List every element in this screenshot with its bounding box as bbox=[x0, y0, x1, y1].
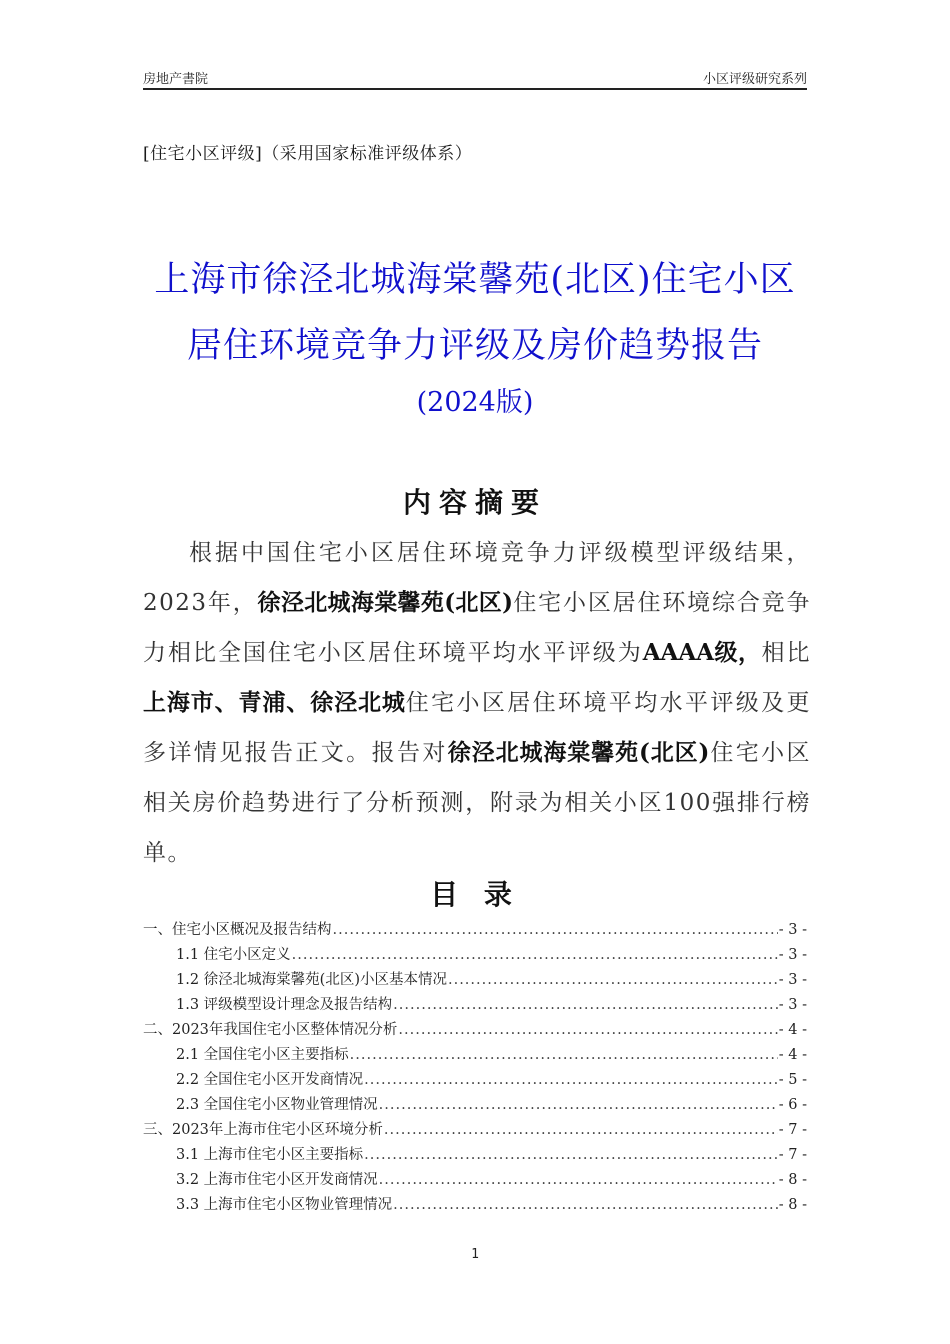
toc-leader-dots bbox=[384, 1118, 778, 1143]
toc-heading: 目 录 bbox=[430, 878, 520, 911]
toc-leader-dots bbox=[379, 1168, 778, 1193]
page-number: 1 bbox=[471, 1247, 479, 1262]
toc-entry-page: - 6 - bbox=[778, 1097, 807, 1113]
summary-heading: 内容摘要 bbox=[402, 486, 547, 519]
toc-entry[interactable] bbox=[143, 1118, 807, 1143]
toc-entry-page: - 4 - bbox=[778, 1047, 807, 1063]
toc-entry-label: 1.2 徐泾北城海棠馨苑(北区)小区基本情况 bbox=[176, 972, 447, 988]
toc-entry[interactable] bbox=[143, 1018, 807, 1043]
toc-entry-label: 1.3 评级模型设计理念及报告结构 bbox=[176, 997, 393, 1013]
rating-tag-line: [住宅小区评级]（采用国家标准评级体系） bbox=[143, 144, 473, 164]
summary-emphasis: 徐泾北城海棠馨苑(北区) bbox=[257, 589, 513, 616]
toc-entry[interactable] bbox=[143, 918, 807, 943]
toc-entry[interactable] bbox=[143, 1168, 807, 1193]
toc-entry[interactable] bbox=[143, 1043, 807, 1068]
toc-entry-page: - 3 - bbox=[778, 997, 807, 1013]
summary-emphasis: 上海市、青浦、徐泾北城 bbox=[143, 689, 406, 716]
toc-entry-page: - 3 - bbox=[778, 972, 807, 988]
toc-entry-page: - 5 - bbox=[778, 1072, 807, 1088]
toc-leader-dots bbox=[379, 1093, 778, 1118]
toc-entry-label: 2.2 全国住宅小区开发商情况 bbox=[176, 1072, 364, 1088]
summary-emphasis-rating: AAAA级， bbox=[642, 639, 762, 666]
toc-entry-label: 一、住宅小区概况及报告结构 bbox=[143, 922, 332, 938]
toc-entry-page: - 7 - bbox=[778, 1122, 807, 1138]
report-title-line-2: 居住环境竞争力评级及房价趋势报告 bbox=[186, 326, 763, 366]
toc-leader-dots bbox=[398, 1018, 777, 1043]
toc-entry[interactable] bbox=[143, 1093, 807, 1118]
toc-leader-dots bbox=[333, 918, 778, 943]
toc-entry[interactable] bbox=[143, 968, 807, 993]
toc-leader-dots bbox=[448, 968, 778, 993]
toc-leader-dots bbox=[393, 1193, 778, 1218]
toc-entry-label: 2.3 全国住宅小区物业管理情况 bbox=[176, 1097, 378, 1113]
page-header bbox=[143, 66, 807, 90]
toc-entry-label: 3.3 上海市住宅小区物业管理情况 bbox=[176, 1197, 393, 1213]
summary-paragraph bbox=[143, 528, 811, 878]
toc-entry[interactable] bbox=[143, 1068, 807, 1093]
toc-entry[interactable] bbox=[143, 943, 807, 968]
toc-entry-label: 2.1 全国住宅小区主要指标 bbox=[176, 1047, 349, 1063]
publisher-name: 房地产書院 bbox=[143, 72, 209, 87]
toc-entry-label: 3.1 上海市住宅小区主要指标 bbox=[176, 1147, 364, 1163]
toc-leader-dots bbox=[393, 993, 778, 1018]
toc-entry-label: 3.2 上海市住宅小区开发商情况 bbox=[176, 1172, 378, 1188]
toc-leader-dots bbox=[364, 1068, 778, 1093]
summary-text: 住宅小区居住环境平均水平评级及更多详情见报告正文。报告对 bbox=[143, 690, 812, 766]
toc-entry-page: - 4 - bbox=[778, 1022, 807, 1038]
report-edition: (2024版) bbox=[416, 387, 534, 418]
toc-entry-page: - 8 - bbox=[778, 1172, 807, 1188]
table-of-contents bbox=[143, 918, 807, 1218]
summary-text: 相比 bbox=[761, 640, 812, 666]
toc-entry-page: - 8 - bbox=[778, 1197, 807, 1213]
toc-entry-label: 二、2023年我国住宅小区整体情况分析 bbox=[143, 1022, 398, 1038]
toc-entry-page: - 3 - bbox=[778, 922, 807, 938]
summary-text: 住宅小区居住环境综合竞争力相比全国住宅小区居住环境平均水平评级为 bbox=[143, 590, 812, 666]
toc-leader-dots bbox=[350, 1043, 778, 1068]
toc-entry-page: - 7 - bbox=[778, 1147, 807, 1163]
summary-emphasis: 徐泾北城海棠馨苑(北区) bbox=[447, 739, 710, 766]
series-name: 小区评级研究系列 bbox=[702, 72, 807, 87]
toc-entry-label: 1.1 住宅小区定义 bbox=[176, 947, 291, 963]
summary-body bbox=[143, 528, 811, 878]
toc-entry-label: 三、2023年上海市住宅小区环境分析 bbox=[143, 1122, 383, 1138]
toc-entry[interactable] bbox=[143, 993, 807, 1018]
summary-text: 住宅小区相关房价趋势进行了分析预测，附录为相关小区100强排行榜单。 bbox=[143, 740, 812, 866]
toc-entry[interactable] bbox=[143, 1193, 807, 1218]
toc-entry-page: - 3 - bbox=[778, 947, 807, 963]
report-title-line-1: 上海市徐泾北城海棠馨苑(北区)住宅小区 bbox=[154, 260, 796, 300]
summary-text: 根据中国住宅小区居住环境竞争力评级模型评级结果，2023年， bbox=[143, 540, 811, 616]
toc-leader-dots bbox=[292, 943, 778, 968]
toc-leader-dots bbox=[364, 1143, 778, 1168]
toc-entry[interactable] bbox=[143, 1143, 807, 1168]
